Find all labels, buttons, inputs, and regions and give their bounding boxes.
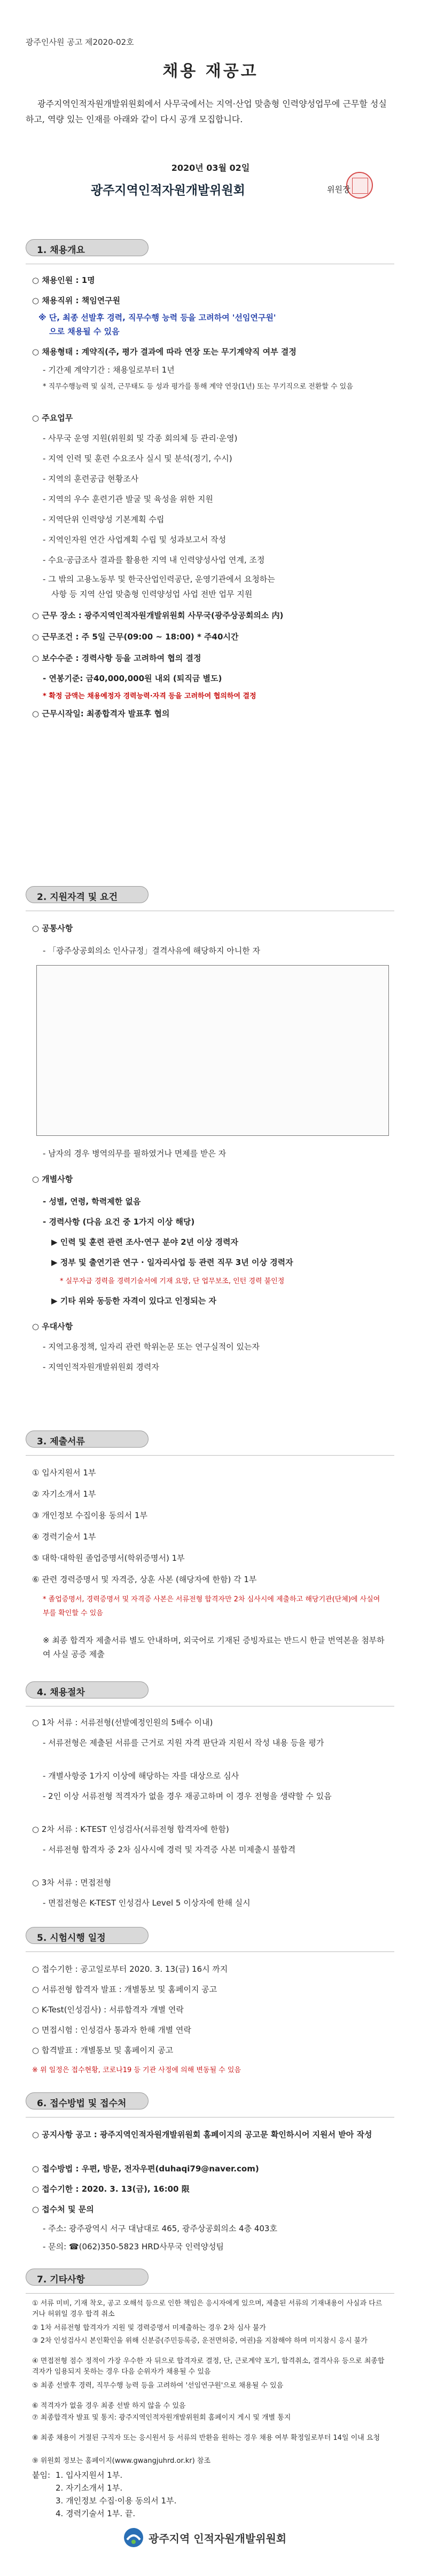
qualification-line: - 성별, 연령, 학력제한 없음 bbox=[43, 1197, 141, 1206]
overview-line: - 지역의 우수 훈련기관 발굴 및 육성을 위한 지원 bbox=[43, 494, 213, 504]
misc-line: ② 1차 서류전형 합격자가 지원 및 경력증명서 미제출하는 경우 2차 심사 불가 bbox=[32, 2324, 266, 2332]
overview-line: - 지역 인력 및 훈련 수요조사 실시 및 분석(정기, 수시) bbox=[43, 454, 232, 463]
document-line: ③ 개인정보 수집이용 동의서 1부 bbox=[32, 1511, 147, 1520]
section-header-schedule: 5. 시험시행 일정 bbox=[26, 1927, 149, 1944]
application-line: ○ 접수기한 : 2020. 3. 13(금), 16:00 限 bbox=[32, 2184, 190, 2194]
organization-logo-icon bbox=[123, 2527, 144, 2548]
application-line: ○ 공지사항 공고 : 광주지역인적자원개발위원회 홈페이지의 공고문 확인하시어 지원서 받아 작성 bbox=[32, 2130, 372, 2139]
attachment-item: 1. 입사지원서 1부. bbox=[56, 2470, 123, 2480]
misc-line: ① 서류 미비, 기재 착오, 공고 오해석 등으로 인한 책임은 응시자에게 있으며, 제출된 서류의 기재내용이 사실과 다르거나 허위일 경우 합격 취소 bbox=[32, 2300, 383, 2318]
overview-line: - 사무국 운영 지원(위원회 및 각종 회의체 등 관리·운영) bbox=[43, 433, 238, 443]
overview-line: ○ 근무 장소 : 광주지역인적자원개발위원회 사무국(광주상공회의소 内) bbox=[32, 611, 284, 620]
overview-line: - 연봉기준: 금40,000,000원 내외 (퇴직금 별도) bbox=[43, 674, 222, 683]
overview-line: - 기간제 계약기간 : 채용일로부터 1년 bbox=[43, 365, 175, 375]
qualification-line: - 지역인적자원개발위원회 경력자 bbox=[43, 1362, 159, 1372]
application-line: ○ 접수방법 : 우편, 방문, 전자우편(duhaqi79@naver.com) bbox=[32, 2164, 259, 2174]
official-seal-icon bbox=[346, 172, 373, 199]
overview-line: 으로 채용될 수 있음 bbox=[49, 327, 120, 336]
section-header-misc: 7. 기타사항 bbox=[26, 2269, 149, 2286]
qualification-line: ▶ 인력 및 훈련 관련 조사·연구 분야 2년 이상 경력자 bbox=[51, 1237, 238, 1247]
overview-line: ○ 채용형태 : 계약직(주, 평가 결과에 따라 연장 또는 무기계약직 여부 결정 bbox=[32, 347, 297, 357]
schedule-line: ○ 접수기한 : 공고일로부터 2020. 3. 13(금) 16시 까지 bbox=[32, 1964, 228, 1974]
misc-line: ④ 면접전형 점수 정적이 가장 우수한 자 뒤으로 합격자로 결정, 단, 근로계약 포기, 합격취소, 결격사유 등으로 최종합격자가 임용되지 못하는 경우 다음 순위자가 채용될 수 있음 bbox=[32, 2357, 385, 2376]
overview-line: 사항 등 지역 산업 맞춤형 인력양성업 사업 전반 업무 지원 bbox=[51, 589, 253, 599]
page-title: 채용 재공고 bbox=[162, 62, 259, 81]
procedure-line: - 서류전형 합격자 중 2차 심사시에 경력 및 자격증 사본 미제출시 불합격 bbox=[43, 1845, 296, 1854]
section-divider bbox=[26, 1455, 394, 1456]
overview-line: - 지역단위 인력양성 기본계획 수립 bbox=[43, 515, 165, 524]
schedule-line: ○ 합격발표 : 개별통보 및 홈페이지 공고 bbox=[32, 2045, 174, 2055]
misc-line: ⑨ 위원회 정보는 홈페이지(www.gwangjuhrd.or.kr) 참조 bbox=[32, 2457, 210, 2465]
qualification-line: ○ 공통사항 bbox=[32, 923, 73, 933]
qualification-line: * 실무자급 경력을 경력기술서에 기재 요망, 단 업무보조, 인턴 경력 불인정 bbox=[60, 1277, 285, 1285]
section-divider bbox=[26, 2293, 394, 2294]
intro-paragraph: 광주지역인적자원개발위원회에서 사무국에서는 지역·산업 맞춤형 인력양성업무에 근무할 성실하고, 역량 있는 인재를 아래와 같이 다시 공개 모집합니다. bbox=[26, 99, 387, 124]
section-header-overview: 1. 채용개요 bbox=[26, 239, 149, 256]
schedule-line: ○ K-Test(인성검사) : 서류합격자 개별 연락 bbox=[32, 2005, 184, 2014]
document-line: ※ 최종 합격자 제출서류 별도 안내하며, 외국어로 기재된 증빙자료는 반드시 한글 번역본을 첨부하여 사실 공증 제출 bbox=[43, 1635, 385, 1659]
qualification-line: ○ 개별사항 bbox=[32, 1174, 73, 1184]
footer-organization-name: 광주지역 인적자원개발위원회 bbox=[149, 2532, 287, 2545]
overview-line: ○ 주요업무 bbox=[32, 413, 73, 423]
overview-line: ○ 채용직위 : 책임연구원 bbox=[32, 296, 121, 305]
overview-line: * 확정 금액는 채용예정자 경력능력·자격 등을 고려하여 협의하여 결정 bbox=[43, 692, 256, 700]
overview-line: ○ 채용인원 : 1명 bbox=[32, 275, 95, 285]
application-line: - 문의: ☎(062)350-5823 HRD사무국 인력양성팀 bbox=[43, 2242, 224, 2251]
procedure-line: - 면접전형은 K-TEST 인성검사 Level 5 이상자에 한해 실시 bbox=[43, 1898, 251, 1908]
document-number: 광주인사원 공고 제2020-02호 bbox=[26, 37, 134, 47]
organization-head: 위원장 bbox=[327, 185, 350, 194]
document-line: ④ 경력기술서 1부 bbox=[32, 1532, 96, 1542]
schedule-line: ○ 서류전형 합격자 발표 : 개별통보 및 홈페이지 공고 bbox=[32, 1985, 217, 1994]
section-header-procedure: 4. 채용절차 bbox=[26, 1681, 149, 1698]
overview-line: * 직무수행능력 및 실적, 근무태도 등 성과 평가를 통해 계약 연장(1년) 또는 무기직으로 전환할 수 있음 bbox=[43, 383, 353, 391]
document-line: ⑤ 대학·대학원 졸업증명서(학위증명서) 1부 bbox=[32, 1553, 185, 1563]
overview-line: - 지역의 훈련공급 현황조사 bbox=[43, 474, 139, 484]
document-line: ① 입사지원서 1부 bbox=[32, 1468, 96, 1477]
procedure-line: ○ 1차 서류 : 서류전형(선발예정인원의 5배수 이내) bbox=[32, 1718, 213, 1727]
announcement-date: 2020년 03월 02일 bbox=[171, 163, 250, 173]
misc-line: ⑥ 적격자가 없을 경우 최종 선발 하지 않을 수 있음 bbox=[32, 2402, 186, 2410]
section-header-qualifications: 2. 지원자격 및 요건 bbox=[26, 886, 149, 903]
overview-line: - 지역인자원 연간 사업계획 수립 및 성과보고서 작성 bbox=[43, 535, 227, 544]
procedure-line: ○ 2차 서류 : K-TEST 인성검사(서류전형 합격자에 한함) bbox=[32, 1824, 229, 1834]
schedule-line: ○ 면접시험 : 인성검사 통과자 한해 개별 연락 bbox=[32, 2025, 191, 2035]
procedure-line: - 2인 이상 서류전형 적격자가 없을 경우 재공고하며 이 경우 전형을 생략할 수 있음 bbox=[43, 1791, 332, 1801]
procedure-line: - 개별사항중 1가지 이상에 해당하는 자를 대상으로 심사 bbox=[43, 1771, 239, 1781]
qualification-line: - 남자의 경우 병역의무를 필하였거나 면제를 받은 자 bbox=[43, 1149, 227, 1158]
procedure-line: ○ 3차 서류 : 면접전형 bbox=[32, 1878, 112, 1887]
misc-line: ⑧ 최종 채용이 거절된 구직자 또는 응시원서 등 서류의 반환을 원하는 경우 채용 여부 확정일로부터 14일 이내 요청 bbox=[32, 2434, 380, 2442]
schedule-line: ※ 위 일정은 접수현황, 코로나19 등 기관 사정에 의해 변동될 수 있음 bbox=[32, 2066, 241, 2074]
misc-line: ③ 2차 인성검사시 본인확인을 위해 신분증(주민등록증, 운전면허증, 여권)을 지참해야 하며 미지참시 응시 불가 bbox=[32, 2337, 368, 2345]
qualification-line: ▶ 정부 및 출연기관 연구 · 일자리사업 등 관련 직무 3년 이상 경력자 bbox=[51, 1258, 293, 1267]
disqualification-box bbox=[36, 965, 389, 1136]
section-divider bbox=[26, 1951, 394, 1952]
qualification-line: - 경력사항 (다음 요건 중 1가지 이상 해당) bbox=[43, 1217, 195, 1227]
procedure-line: - 서류전형은 제출된 서류를 근거로 지원 자격 판단과 지원서 작성 내용 등을 평가 bbox=[43, 1738, 324, 1748]
document-line: ⑥ 관련 경력증명서 및 자격증, 상훈 사본 (해당자에 한함) 각 1부 bbox=[32, 1575, 257, 1584]
qualification-line: - 지역고용정책, 일자리 관련 학위논문 또는 연구실적이 있는자 bbox=[43, 1342, 260, 1352]
overview-line: ○ 근무조건 : 주 5일 근무(09:00 ~ 18:00) * 주40시간 bbox=[32, 632, 239, 642]
document-line: * 졸업증명서, 경력증명서 및 자격증 사본은 서류전형 합격자만 2차 심사시에 제출하고 해당기관(단체)에 사실여부를 확인할 수 있음 bbox=[43, 1595, 380, 1617]
document-line: ② 자기소개서 1부 bbox=[32, 1489, 96, 1499]
overview-line: ○ 근무시작일: 최종합격자 발표후 협의 bbox=[32, 709, 170, 718]
misc-line: ⑦ 최종합격자 발표 및 통지: 광주지역인적자원개발위원회 홈페이지 게시 및 개별 통지 bbox=[32, 2414, 291, 2422]
overview-line: ○ 보수수준 : 경력사항 등을 고려하여 협의 결정 bbox=[32, 653, 201, 663]
qualification-line: ○ 우대사항 bbox=[32, 1322, 73, 1331]
qualification-line: ▶ 기타 위와 동등한 자격이 있다고 인정되는 자 bbox=[51, 1296, 216, 1306]
qualification-line: - 「광주상공회의소 인사규정」결격사유에 해당하지 아니한 자 bbox=[43, 946, 261, 955]
attachment-item: 3. 개인정보 수집·이용 동의서 1부. bbox=[56, 2496, 177, 2506]
section-header-documents: 3. 제출서류 bbox=[26, 1431, 149, 1448]
overview-line: - 그 밖의 고용노동부 및 한국산업인력공단, 운영기관에서 요청하는 bbox=[43, 574, 275, 584]
attachment-item: 4. 경력기술서 1부. 끝. bbox=[56, 2509, 136, 2518]
organization-name: 광주지역인적자원개발위원회 bbox=[91, 184, 245, 197]
application-line: ○ 접수처 및 문의 bbox=[32, 2204, 94, 2214]
overview-line: ※ 단, 최종 선발후 경력, 직무수행 능력 등을 고려하여 '선임연구원' bbox=[38, 313, 276, 322]
application-line: - 주소: 광주광역시 서구 대남대로 465, 광주상공회의소 4층 403호 bbox=[43, 2224, 277, 2233]
attachment-item: 2. 자기소개서 1부. bbox=[56, 2483, 123, 2493]
section-header-application: 6. 접수방법 및 접수처 bbox=[26, 2092, 149, 2109]
overview-line: - 수요·공급조사 결과를 활용한 지역 내 인력양성사업 연계, 조정 bbox=[43, 555, 265, 565]
attachments-label: 붙임: bbox=[32, 2470, 51, 2480]
misc-line: ⑤ 최종 선발후 경력, 직무수행 능력 등을 고려하여 '선임연구원'으로 채용될 수 있음 bbox=[32, 2382, 284, 2390]
